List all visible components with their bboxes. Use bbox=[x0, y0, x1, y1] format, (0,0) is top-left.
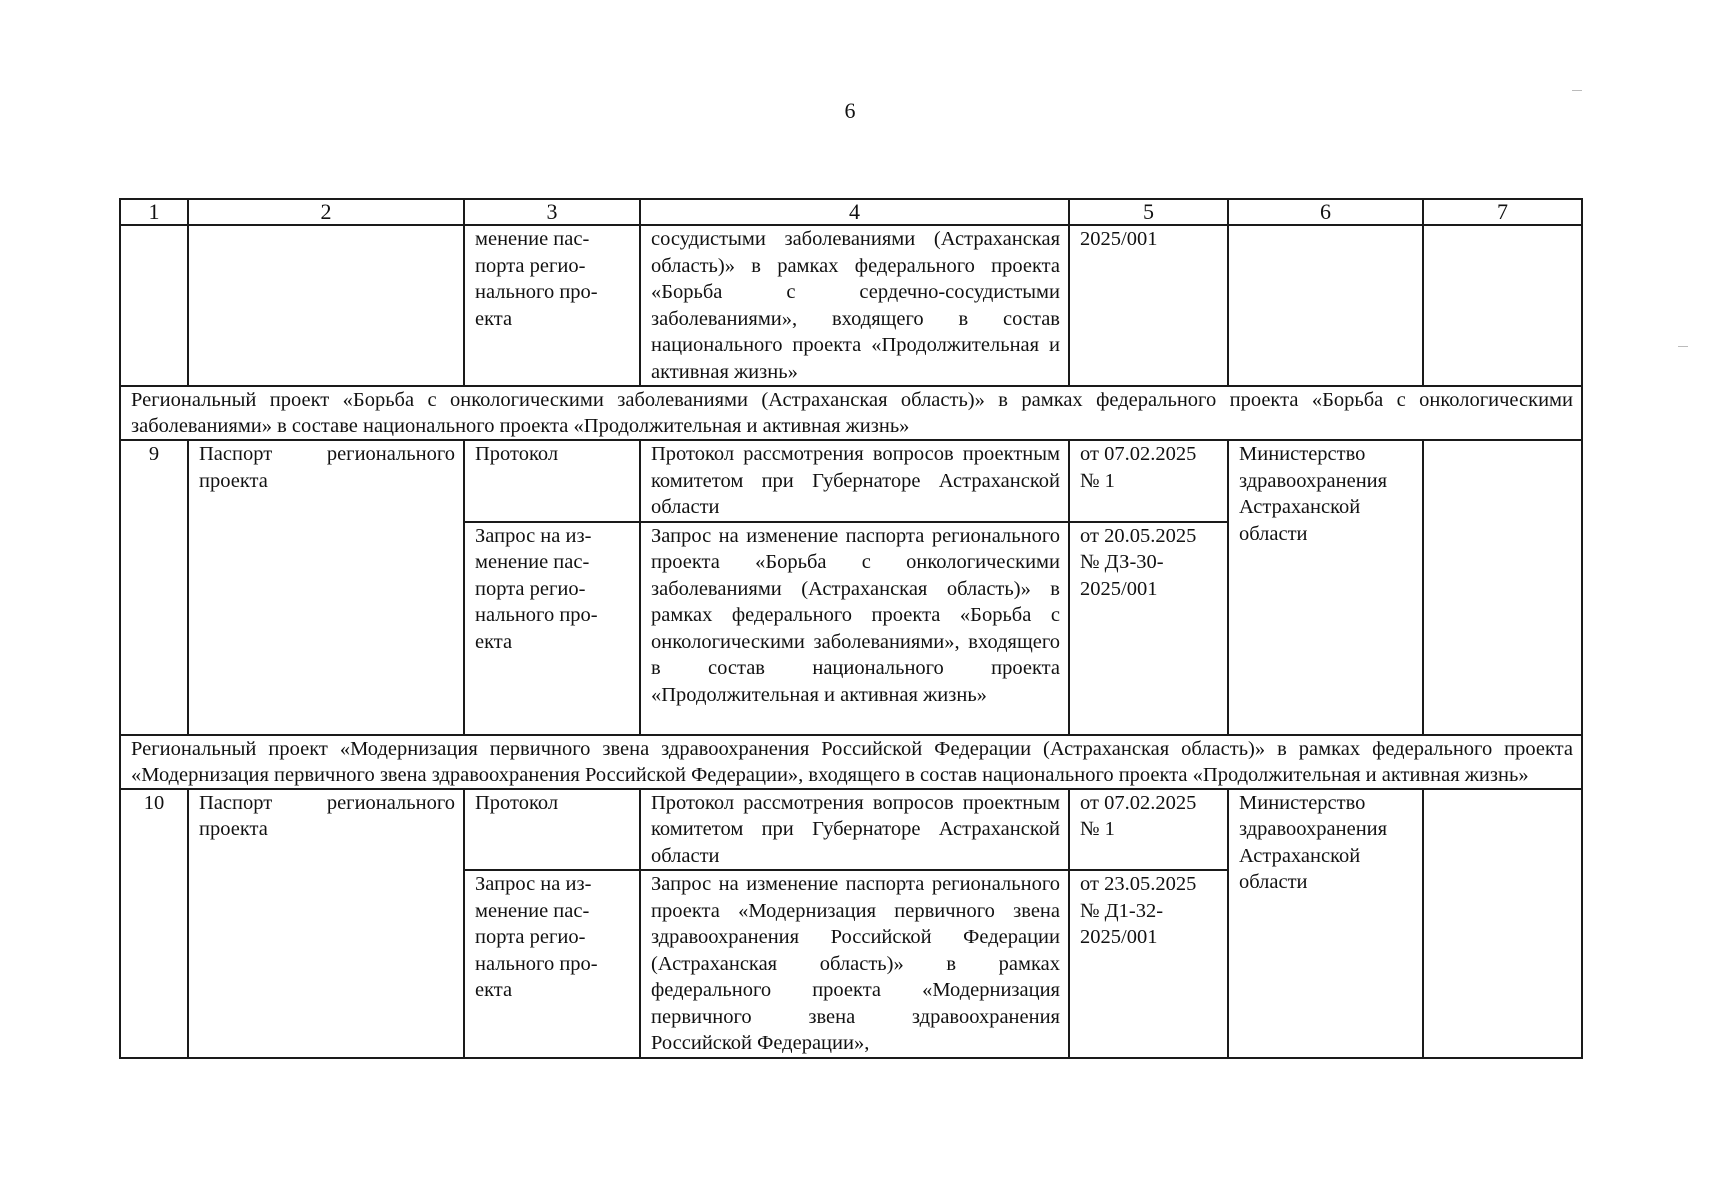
page-number: 6 bbox=[844, 98, 856, 123]
section-row-oncology bbox=[120, 386, 1582, 440]
cell-doc-type: Паспорт регионального проекта bbox=[188, 789, 464, 1059]
document-table bbox=[119, 198, 1583, 1059]
cell-description: Запрос на изменение паспорта регионального проекта «Борьба с онкологическими заболеваниями (Астраханская область)» в рамках федерального проекта «Борьба с онкологическими заболеваниями», входящего в состав национального проекта «Продолжительная и активная жизнь» bbox=[640, 522, 1069, 735]
header-col-6: 6 bbox=[1228, 199, 1423, 225]
cell-doc-kind: Протокол bbox=[464, 789, 640, 871]
cell-doc-kind: Запрос на из- менение пас- порта регио- нального про- екта bbox=[464, 870, 640, 1058]
cell-organization: Министерство здравоохранения Астраханской области bbox=[1228, 440, 1423, 735]
header-col-5: 5 bbox=[1069, 199, 1228, 225]
cell-note bbox=[1423, 789, 1582, 1059]
cell-organization bbox=[1228, 225, 1423, 386]
cell-date: от 07.02.2025 № 1 bbox=[1069, 440, 1228, 522]
cell-date: от 20.05.2025 № ДЗ-30- 2025/001 bbox=[1069, 522, 1228, 735]
cell-doc-kind: Протокол bbox=[464, 440, 640, 522]
table-row-9a bbox=[120, 440, 1582, 522]
cell-number bbox=[120, 225, 188, 386]
cell-date: от 07.02.2025 № 1 bbox=[1069, 789, 1228, 871]
cell-doc-kind: Запрос на из- менение пас- порта регио- нального про- екта bbox=[464, 522, 640, 735]
section-title: Региональный проект «Модернизация первичного звена здравоохранения Российской Федерации (Астраханская область)» в рамках федерального проекта «Модернизация первичного звена здравоохранения Российской Федерации», входящего в состав национального проекта «Продолжительная и активная жизнь» bbox=[120, 735, 1582, 789]
cell-description: Протокол рассмотрения вопросов проектным комитетом при Губернаторе Астраханской области bbox=[640, 789, 1069, 871]
table-row-10a bbox=[120, 789, 1582, 871]
cell-description: Запрос на изменение паспорта регионального проекта «Модернизация первичного звена здравоохранения Российской Федерации (Астраханская область)» в рамках федерального проекта «Модернизация первичного звена здравоохранения Российской Федерации», bbox=[640, 870, 1069, 1058]
cell-date: 2025/001 bbox=[1069, 225, 1228, 386]
cell-doc-type: Паспорт регионального проекта bbox=[188, 440, 464, 735]
header-col-3: 3 bbox=[464, 199, 640, 225]
cell-doc-type bbox=[188, 225, 464, 386]
cell-note bbox=[1423, 225, 1582, 386]
header-col-2: 2 bbox=[188, 199, 464, 225]
cell-note bbox=[1423, 440, 1582, 735]
header-col-4: 4 bbox=[640, 199, 1069, 225]
header-col-7: 7 bbox=[1423, 199, 1582, 225]
scan-artifact bbox=[1572, 90, 1582, 91]
cell-description: сосудистыми заболеваниями (Астраханская область)» в рамках федерального проекта «Борьба с сердечно-сосудистыми заболеваниями», входящего в состав национального проекта «Продолжительная и активная жизнь» bbox=[640, 225, 1069, 386]
cell-description: Протокол рассмотрения вопросов проектным комитетом при Губернаторе Астраханской области bbox=[640, 440, 1069, 522]
section-row-primary-care bbox=[120, 735, 1582, 789]
cell-organization: Министерство здравоохранения Астраханской области bbox=[1228, 789, 1423, 1059]
table-header-row bbox=[120, 199, 1582, 225]
cell-date: от 23.05.2025 № Д1-32- 2025/001 bbox=[1069, 870, 1228, 1058]
cell-number: 10 bbox=[120, 789, 188, 1059]
cell-doc-kind: менение пас- порта регио- нального про- екта bbox=[464, 225, 640, 386]
scan-artifact bbox=[1678, 346, 1688, 347]
header-col-1: 1 bbox=[120, 199, 188, 225]
cell-number: 9 bbox=[120, 440, 188, 735]
section-title: Региональный проект «Борьба с онкологическими заболеваниями (Астраханская область)» в рамках федерального проекта «Борьба с онкологическими заболеваниями» в составе национального проекта «Продолжительная и активная жизнь» bbox=[120, 386, 1582, 440]
continuation-row bbox=[120, 225, 1582, 386]
